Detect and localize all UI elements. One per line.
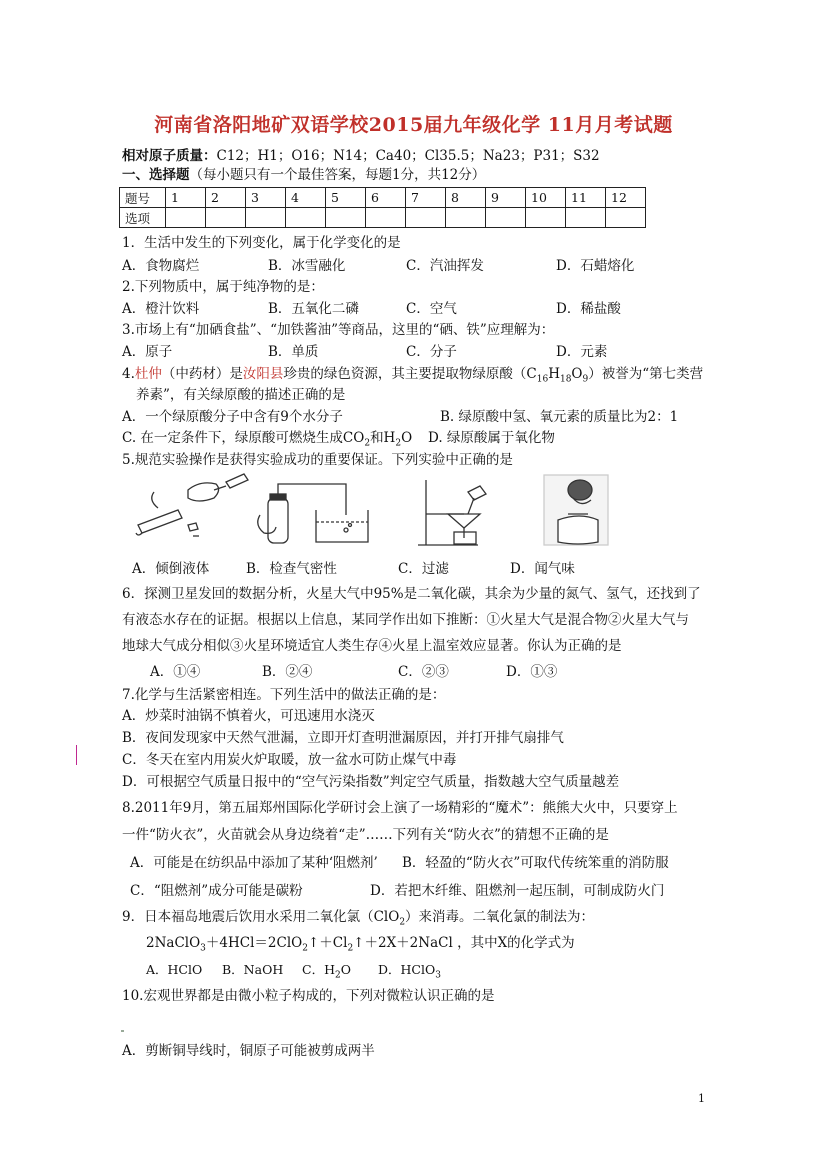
q4-c-text: O	[401, 430, 413, 446]
q6-option-d: D．①③	[506, 664, 558, 680]
q9-option-a: A．HClO	[146, 962, 203, 977]
answer-table	[119, 187, 646, 228]
q9-subscript: 2	[399, 917, 406, 928]
q4-option-b: B. 绿原酸中氢、氧元素的质量比为2：1	[440, 409, 679, 425]
answer-cell[interactable]	[206, 208, 246, 228]
smelling-gas-figure	[544, 475, 608, 545]
answer-table-number: 4	[286, 188, 326, 208]
answer-table-number: 10	[526, 188, 566, 208]
q6-option-c: C．②③	[398, 664, 449, 680]
section-heading	[122, 166, 485, 184]
q4-highlight-ruyang: 汝阳县	[242, 366, 284, 382]
answer-table-number: 12	[606, 188, 646, 208]
q8-option-d: D．若把木纤维、阻燃剂一起压制，可制成防火门	[370, 883, 665, 899]
answer-cell[interactable]	[566, 208, 606, 228]
q4-option-a: A．一个绿原酸分子中含有9个水分子	[122, 409, 343, 425]
page-number: 1	[698, 1092, 705, 1105]
answer-table-row-label: 选项	[120, 208, 166, 228]
q7-option-a: A．炒菜时油锅不慎着火，可迅速用水浇灭	[122, 708, 375, 724]
answer-cell[interactable]	[606, 208, 646, 228]
q4-number: 4.	[122, 366, 135, 382]
stray-mark	[121, 1030, 124, 1032]
q5-option-b: B．检查气密性	[246, 561, 337, 577]
q9-eq-text: ↑＋Cl	[307, 935, 348, 951]
q9-option-d	[378, 961, 441, 985]
q5-option-a: A．倾倒液体	[132, 561, 210, 577]
q10-stem: 10.宏观世界都是由微小粒子构成的，下列对微粒认识正确的是	[122, 988, 495, 1004]
q6-line1: 6．探测卫星发回的数据分析，火星大气中95%是二氧化碳，其余为少量的氮气、氢气，还找到了	[122, 586, 701, 602]
q7-option-c: C．冬天在室内用炭火炉取暖，放一盆水可防止煤气中毒	[122, 752, 457, 768]
q2-option-b: B．五氧化二磷	[268, 301, 359, 317]
q9-option-b: B．NaOH	[222, 962, 284, 977]
q4-text: 珍贵的绿色资源，其主要提取物绿原酸（C	[283, 366, 537, 382]
q1-option-a: A．食物腐烂	[122, 258, 200, 274]
q4-text: （中药材）是	[161, 366, 243, 382]
answer-table-header-row	[120, 188, 646, 208]
answer-cell[interactable]	[486, 208, 526, 228]
answer-cell[interactable]	[166, 208, 206, 228]
q6-line2: 有液态水存在的证据。根据以上信息，某同学作出如下推断：①火星大气是混合物②火星大气与	[122, 612, 689, 628]
answer-cell[interactable]	[366, 208, 406, 228]
atomic-mass-values: C12；H1；O16；N14；Ca40；Cl35.5；Na23；P31；S32	[216, 148, 600, 164]
q4-c-text: C. 在一定条件下，绿原酸可燃烧生成CO	[122, 430, 365, 446]
answer-table-number: 7	[406, 188, 446, 208]
q4-subscript: 16	[536, 374, 549, 385]
text-cursor	[76, 745, 77, 765]
q5-stem: 5.规范实验操作是获得实验成功的重要保证。下列实验中正确的是	[122, 452, 513, 468]
q2-stem: 2.下列物质中，属于纯净物的是：	[122, 279, 324, 295]
pouring-liquid-figure	[136, 474, 248, 536]
q1-option-b: B．冰雪融化	[268, 258, 346, 274]
q7-stem: 7.化学与生活紧密相连。下列生活中的做法正确的是：	[122, 687, 446, 703]
q5-experiment-figures	[118, 470, 628, 550]
atomic-mass-label: 相对原子质量：	[122, 148, 217, 164]
page-title: 河南省洛阳地矿双语学校2015届九年级化学 11月月考试题	[154, 114, 673, 136]
q9-equation	[146, 934, 575, 958]
q9-eq-text: 2NaClO	[146, 935, 201, 951]
q9-eq-sub: 2	[302, 943, 308, 954]
q4-stem-line2: 养素”，有关绿原酸的描述正确的是	[136, 387, 346, 403]
q8-line1: 8.2011年9月，第五届郑州国际化学研讨会上演了一场精彩的“魔术”：熊熊大火中，只要穿上	[122, 800, 678, 816]
q9-c-sub: 2	[334, 970, 341, 981]
q8-option-b: B．轻盈的“防火衣”可取代传统笨重的消防服	[402, 855, 669, 871]
q9-d-text: D．HClO	[378, 962, 436, 977]
q3-option-a: A．原子	[122, 344, 173, 360]
q8-option-c: C．“阻燃剂”成分可能是碳粉	[130, 883, 303, 899]
q4-text: H	[548, 366, 560, 382]
q3-option-c: C．分子	[406, 344, 457, 360]
answer-table-number: 8	[446, 188, 486, 208]
q3-option-b: B．单质	[268, 344, 319, 360]
q5-option-d: D．闻气味	[510, 561, 575, 577]
q3-option-d: D．元素	[556, 344, 608, 360]
q9-eq-text: ↑＋2X＋2NaCl ，其中X的化学式为	[353, 935, 575, 951]
answer-table-number: 11	[566, 188, 606, 208]
q9-eq-sub: 2	[347, 943, 354, 954]
filtration-figure	[418, 480, 486, 545]
answer-cell[interactable]	[326, 208, 366, 228]
q7-option-d: D．可根据空气质量日报中的“空气污染指数”判定空气质量，指数越大空气质量越差	[122, 774, 620, 790]
section-note: （每小题只有一个最佳答案，每题1分，共12分）	[189, 167, 486, 183]
q8-option-a: A．可能是在纺织品中添加了某种‘阻燃剂’	[130, 855, 378, 871]
q4-option-d: D. 绿原酸属于氧化物	[428, 430, 555, 446]
q9-stem	[122, 908, 594, 932]
q9-d-sub: 3	[435, 970, 441, 981]
q4-text: O	[571, 366, 583, 382]
q2-option-c: C．空气	[406, 301, 457, 317]
q3-stem: 3.市场上有“加硒食盐”、“加铁酱油”等商品，这里的“硒、铁”应理解为：	[122, 322, 555, 338]
q4-option-c	[122, 429, 412, 453]
q1-option-c: C．汽油挥发	[406, 258, 484, 274]
q4-c-sub: 2	[395, 438, 402, 449]
q5-option-c: C．过滤	[398, 561, 449, 577]
answer-table-number: 3	[246, 188, 286, 208]
section-label: 一、选择题	[122, 167, 190, 183]
q2-option-d: D．稀盐酸	[556, 301, 621, 317]
q10-option-a: A．剪断铜导线时，铜原子可能被剪成两半	[122, 1043, 375, 1059]
answer-table-answer-row	[120, 208, 646, 228]
q9-c-text: C．H	[302, 962, 335, 977]
q9-eq-sub: 3	[200, 943, 206, 954]
q1-stem: 1．生活中发生的下列变化，属于化学变化的是	[122, 235, 401, 251]
q9-eq-text: ＋4HCl＝2ClO	[205, 935, 303, 951]
q9-text: ）来消毒。二氧化氯的制法为：	[405, 909, 595, 925]
q6-option-b: B．②④	[262, 664, 313, 680]
answer-table-number: 5	[326, 188, 366, 208]
q6-line3: 地球大气成分相似③火星环境适宜人类生存④火星上温室效应显著。你认为正确的是	[122, 638, 622, 654]
q4-c-sub: 2	[364, 438, 371, 449]
q2-option-a: A．橙汁饮料	[122, 301, 200, 317]
answer-table-number: 6	[366, 188, 406, 208]
answer-cell[interactable]	[446, 208, 486, 228]
q9-option-c	[302, 961, 351, 985]
q8-line2: 一件“防火衣”，火苗就会从身边绕着“走”……下列有关“防火衣”的猜想不正确的是	[122, 827, 609, 843]
q6-option-a: A．①④	[150, 664, 201, 680]
answer-cell[interactable]	[406, 208, 446, 228]
q4-subscript: 18	[559, 374, 572, 385]
q4-text: ）被誉为“第七类营	[588, 366, 704, 382]
answer-table-number: 2	[206, 188, 246, 208]
answer-cell[interactable]	[246, 208, 286, 228]
q9-text: 9．日本福岛地震后饮用水采用二氧化氯（ClO	[122, 909, 400, 925]
airtightness-figure	[258, 484, 368, 543]
q1-option-d: D．石蜡熔化	[556, 258, 635, 274]
q4-subscript: 9	[582, 374, 589, 385]
answer-table-header-label: 题号	[120, 188, 166, 208]
q7-option-b: B．夜间发现家中天然气泄漏，立即开灯查明泄漏原因，并打开排气扇排气	[122, 730, 564, 746]
answer-cell[interactable]	[526, 208, 566, 228]
answer-table-number: 9	[486, 188, 526, 208]
q4-c-text: 和H	[370, 430, 396, 446]
q9-c-text: O	[340, 962, 351, 977]
answer-table-number: 1	[166, 188, 206, 208]
answer-cell[interactable]	[286, 208, 326, 228]
q4-highlight-duzhong: 杜仲	[134, 366, 162, 382]
atomic-mass-line	[122, 147, 600, 165]
